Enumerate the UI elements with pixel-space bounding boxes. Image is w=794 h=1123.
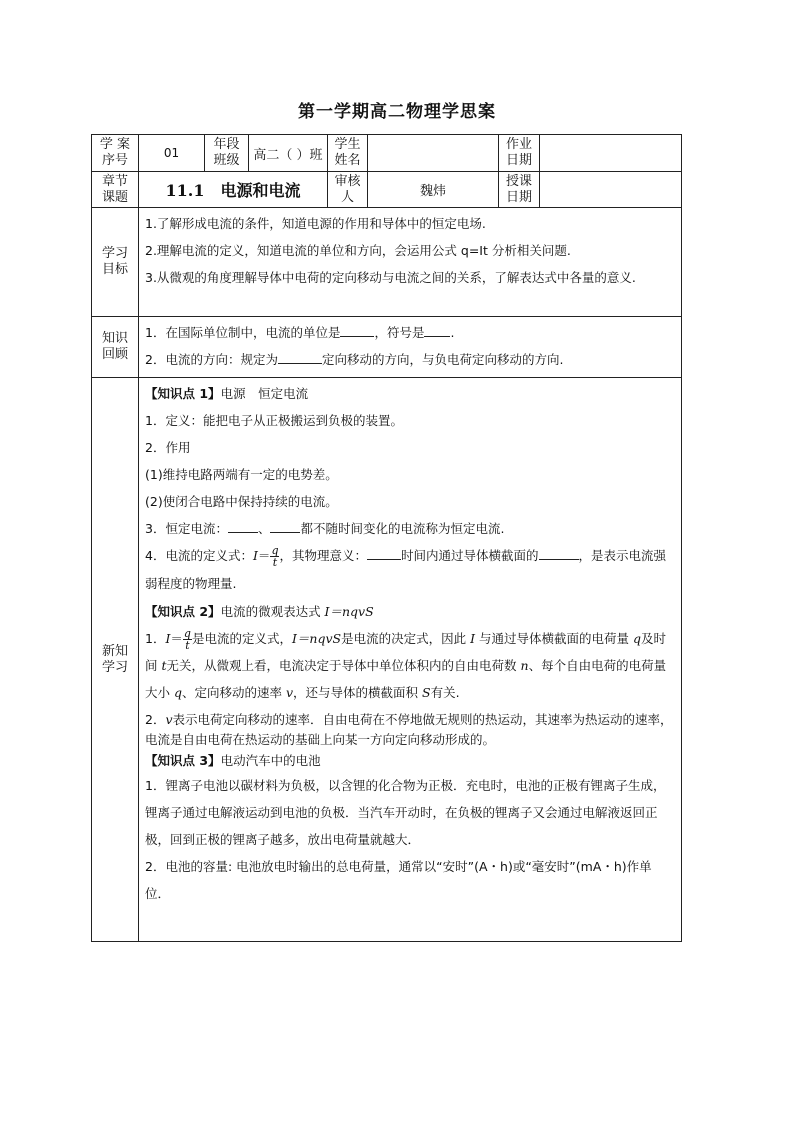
student-name-field[interactable] (368, 135, 499, 172)
role-item: (1)维持电路两端有一定的电势差。 (145, 467, 338, 482)
reviewer-value: 魏炜 (368, 172, 499, 208)
battery-paragraph-2: 2．电池的容量: 电池放电时输出的总电荷量，通常以“安时”(A・h)或“毫安时”(mA・h)作单位． (145, 859, 652, 901)
lesson-table (91, 134, 682, 942)
fraction-q-over-t (183, 628, 192, 651)
learn-label-text: 新知 学习 (101, 643, 128, 675)
text: 与通过导体横截面的电荷量 (475, 631, 633, 646)
answer-blank[interactable] (278, 349, 322, 364)
text: 2． (145, 712, 166, 727)
header-row-1 (92, 135, 682, 172)
formula-op: ＝ (170, 631, 183, 646)
battery-paragraph-1: 1．锂离子电池以碳材料为负极，以含锂的化合物为正极．充电时，电池的正极有锂离子生成，锂离子通过电解液运动到电池的负极．当汽车开动时，在负极的锂离子又会通过电解液返回正极，回到正极的锂离子越多，放出电荷量就越大． (145, 778, 666, 847)
review-row (92, 317, 682, 378)
formula-var: v (285, 685, 294, 700)
review-question-1 (145, 319, 675, 346)
definition-line: 1．定义：能把电子从正极搬运到负极的装置。 (145, 413, 403, 428)
student-name-label-text: 学生 姓名 (334, 137, 361, 168)
formula-var: I (165, 631, 171, 646)
kp-tag: 【知识点 3】 (145, 753, 221, 768)
formula-var: I (470, 631, 476, 646)
goals-content (139, 208, 682, 317)
chapter-topic-label (92, 172, 139, 208)
goal-item: 1.了解形成电流的条件，知道电源的作用和导体中的恒定电场. (145, 216, 486, 231)
text: 无关，从微观上看，电流决定于导体中单位体积内的自由电荷数 (166, 658, 521, 673)
reviewer-label-text: 审核 人 (334, 173, 361, 205)
kp-title: 电动汽车中的电池 (220, 753, 321, 768)
text: 4．电流的定义式： (145, 548, 253, 563)
text: 是电流的决定式，因此 (341, 631, 471, 646)
class-date-field[interactable] (540, 172, 682, 208)
formula-var: q (173, 685, 182, 700)
text: 有关. (430, 685, 460, 700)
formula-var: t (161, 658, 167, 673)
chapter-topic-value: 11.1 电源和电流 (139, 172, 328, 208)
text: 时间内通过导体横截面的 (401, 548, 539, 563)
chapter-topic-label-text: 章节 课题 (101, 173, 128, 205)
lesson-number-value[interactable]: 01 (139, 135, 205, 172)
goals-label-text: 学习 目标 (101, 246, 128, 277)
review-question-2 (145, 346, 675, 373)
goals-label (92, 208, 139, 317)
fraction-num: q (183, 627, 191, 640)
answer-blank[interactable] (270, 518, 300, 533)
knowledge-point-1-heading (145, 380, 675, 407)
formula-var: I (252, 548, 258, 563)
knowledge-point-2-heading (145, 598, 675, 625)
text: 、定向移动的速率 (182, 685, 286, 700)
micro-expression-paragraph: 1．I＝ $\frac{q}{t}$ 是电流的定义式，I＝nqvS是电流的决定式，因此 I 与通过导体横截面的电荷量 q及时间 t无关，从微观上看，电流决定于导体中单位体积内的自由电荷数 n、每个自由电荷的电荷量大小 q、定向移动的速率 v，还与导体的横截面积 S有关. (145, 627, 667, 700)
learn-label (92, 378, 139, 942)
kp-title: 电流的微观表达式 (220, 604, 325, 619)
text: 表示电荷定向移动的速率．自由电荷在不停地做无规则的热运动，其速率为热运动的速率，电流是自由电荷在热运动的基础上向某一方向定向移动形成的。 (145, 712, 673, 747)
text: ，其物理意义： (279, 548, 367, 563)
homework-date-label-text: 作业 日期 (505, 137, 532, 168)
formula-var: S (422, 685, 431, 700)
lesson-number-label-text: 学 案 序号 (99, 137, 131, 168)
text: 是电流的定义式， (191, 631, 292, 646)
review-q1-text: 1．在国际单位制中，电流的单位是 (145, 325, 341, 340)
lesson-number-label (92, 135, 139, 172)
header-row-2 (92, 172, 682, 208)
review-label (92, 317, 139, 378)
drift-velocity-paragraph (145, 710, 675, 750)
grade-class-label (205, 135, 249, 172)
text: 、 (257, 521, 271, 536)
grade-class-label-text: 年段 班级 (213, 137, 240, 168)
answer-blank[interactable] (539, 545, 579, 560)
text: ，是表示电流强弱程度的物理量. (145, 548, 667, 591)
goal-item: 3.从微观的角度理解导体中电荷的定向移动与电流之间的关系，了解表达式中各量的意义. (145, 270, 636, 285)
knowledge-point-3-heading (145, 750, 675, 772)
learn-content (139, 378, 682, 942)
review-content (139, 317, 682, 378)
homework-date-label (499, 135, 540, 172)
goal-item: 2.理解电流的定义，知道电流的单位和方向，会运用公式 q=It 分析相关问题. (145, 243, 571, 258)
formula: I＝nqvS (291, 631, 342, 646)
review-q2-text: 定向移动的方向，与负电荷定向移动的方向. (321, 352, 564, 367)
fraction-den: t (272, 556, 278, 569)
reviewer-label (328, 172, 368, 208)
kp-tag: 【知识点 2】 (145, 604, 221, 619)
formula-op: ＝ (257, 548, 271, 563)
review-label-text: 知识 回顾 (101, 331, 128, 362)
text: ，还与导体的横截面积 (293, 685, 423, 700)
answer-blank[interactable] (340, 322, 374, 337)
definition-formula-line (145, 542, 675, 598)
grade-class-value[interactable]: 高二（ ）班 (249, 135, 328, 172)
goals-row (92, 208, 682, 317)
class-date-label (499, 172, 540, 208)
kp-title: 电源 恒定电流 (220, 386, 309, 401)
answer-blank[interactable] (367, 545, 401, 560)
kp-tag: 【知识点 1】 (145, 386, 221, 401)
role-line: 2．作用 (145, 440, 191, 455)
answer-blank[interactable] (424, 322, 450, 337)
fraction-num: q (271, 544, 279, 557)
answer-blank[interactable] (228, 518, 258, 533)
page-title: 第一学期高二物理学思案 (298, 102, 496, 122)
formula-var: n (520, 658, 529, 673)
review-q1-text: . (450, 325, 455, 340)
homework-date-field[interactable] (540, 135, 682, 172)
text: 、每个自由电荷的电荷量大小 (145, 658, 667, 700)
role-item: (2)使闭合电路中保持持续的电流。 (145, 494, 338, 509)
review-q1-text: ，符号是 (374, 325, 425, 340)
formula-var: q (633, 631, 642, 646)
text: 及时间 (145, 631, 667, 673)
constant-current-line (145, 515, 675, 542)
review-q2-text: 2．电流的方向：规定为 (145, 352, 278, 367)
formula-var: v (165, 712, 173, 727)
text: 都不随时间变化的电流称为恒定电流. (300, 521, 505, 536)
fraction-den: t (185, 639, 190, 652)
student-name-label (328, 135, 368, 172)
class-date-label-text: 授课 日期 (505, 173, 532, 205)
formula: I＝nqvS (324, 604, 374, 619)
learn-row (92, 378, 682, 942)
text: 3．恒定电流： (145, 521, 228, 536)
